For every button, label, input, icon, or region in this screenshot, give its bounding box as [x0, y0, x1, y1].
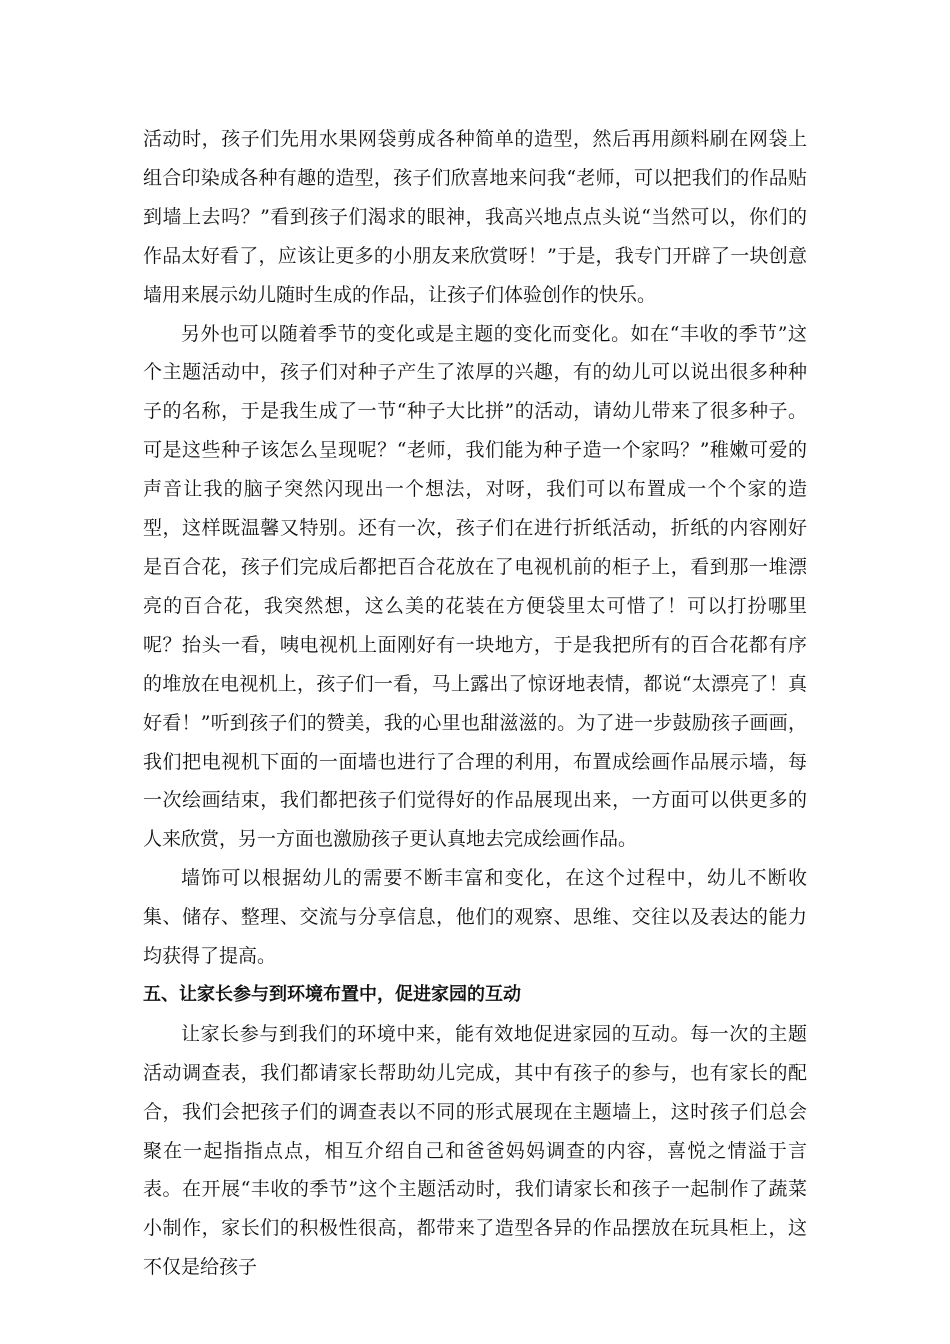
paragraph-continuation: 活动时，孩子们先用水果网袋剪成各种简单的造型，然后再用颜料刷在网袋上组合印染成各种有趣的造型，孩子们欣喜地来问我“老师，可以把我们的作品贴到墙上去吗？”看到孩子们渴求的眼神，我高兴地点点头说“当然可以，你们的作品太好看了，应该让更多的小朋友来欣赏呀！”于是，我专门开辟了一块创意墙用来展示幼儿随时生成的作品，让孩子们体验创作的快乐。: [143, 128, 807, 306]
paragraph-wall-decoration: 墙饰可以根据幼儿的需要不断丰富和变化，在这个过程中，幼儿不断收集、储存、整理、交流与分享信息，他们的观察、思维、交往以及表达的能力均获得了提高。: [143, 867, 807, 968]
paragraph-seasonal-wall: 另外也可以随着季节的变化或是主题的变化而变化。如在“丰收的季节”这个主题活动中，孩子们对种子产生了浓厚的兴趣，有的幼儿可以说出很多种种子的名称，于是我生成了一节“种子大比拼”的活动，请幼儿带来了很多种子。可是这些种子该怎么呈现呢？“老师，我们能为种子造一个家吗？”稚嫩可爱的声音让我的脑子突然闪现出一个想法，对呀，我们可以布置成一个个家的造型，这样既温馨又特别。还有一次，孩子们在进行折纸活动，折纸的内容刚好是百合花，孩子们完成后都把百合花放在了电视机前的柜子上，看到那一堆漂亮的百合花，我突然想，这么美的花装在方便袋里太可惜了！可以打扮哪里呢？抬头一看，咦电视机上面刚好有一块地方，于是我把所有的百合花都有序的堆放在电视机上，孩子们一看，马上露出了惊讶地表情，都说“太漂亮了！真好看！”听到孩子们的赞美，我的心里也甜滋滋的。为了进一步鼓励孩子画画，我们把电视机下面的一面墙也进行了合理的利用，布置成绘画作品展示墙，每一次绘画结束，我们都把孩子们觉得好的作品展现出来，一方面可以供更多的人来欣赏，另一方面也激励孩子更认真地去完成绘画作品。: [143, 322, 807, 851]
document-body: [143, 120, 807, 1287]
paragraph-parent-participation: 让家长参与到我们的环境中来，能有效地促进家园的互动。每一次的主题活动调查表，我们都请家长帮助幼儿完成，其中有孩子的参与，也有家长的配合，我们会把孩子们的调查表以不同的形式展现在主题墙上，这时孩子们总会聚在一起指指点点，相互介绍自己和爸爸妈妈调查的内容，喜悦之情溢于言表。在开展“丰收的季节”这个主题活动时，我们请家长和孩子一起制作了蔬菜小制作，家长们的积极性很高，都带来了造型各异的作品摆放在玩具柜上，这不仅是给孩子: [143, 1022, 807, 1279]
section-heading: 五、让家长参与到环境布置中，促进家园的互动: [143, 983, 521, 1005]
